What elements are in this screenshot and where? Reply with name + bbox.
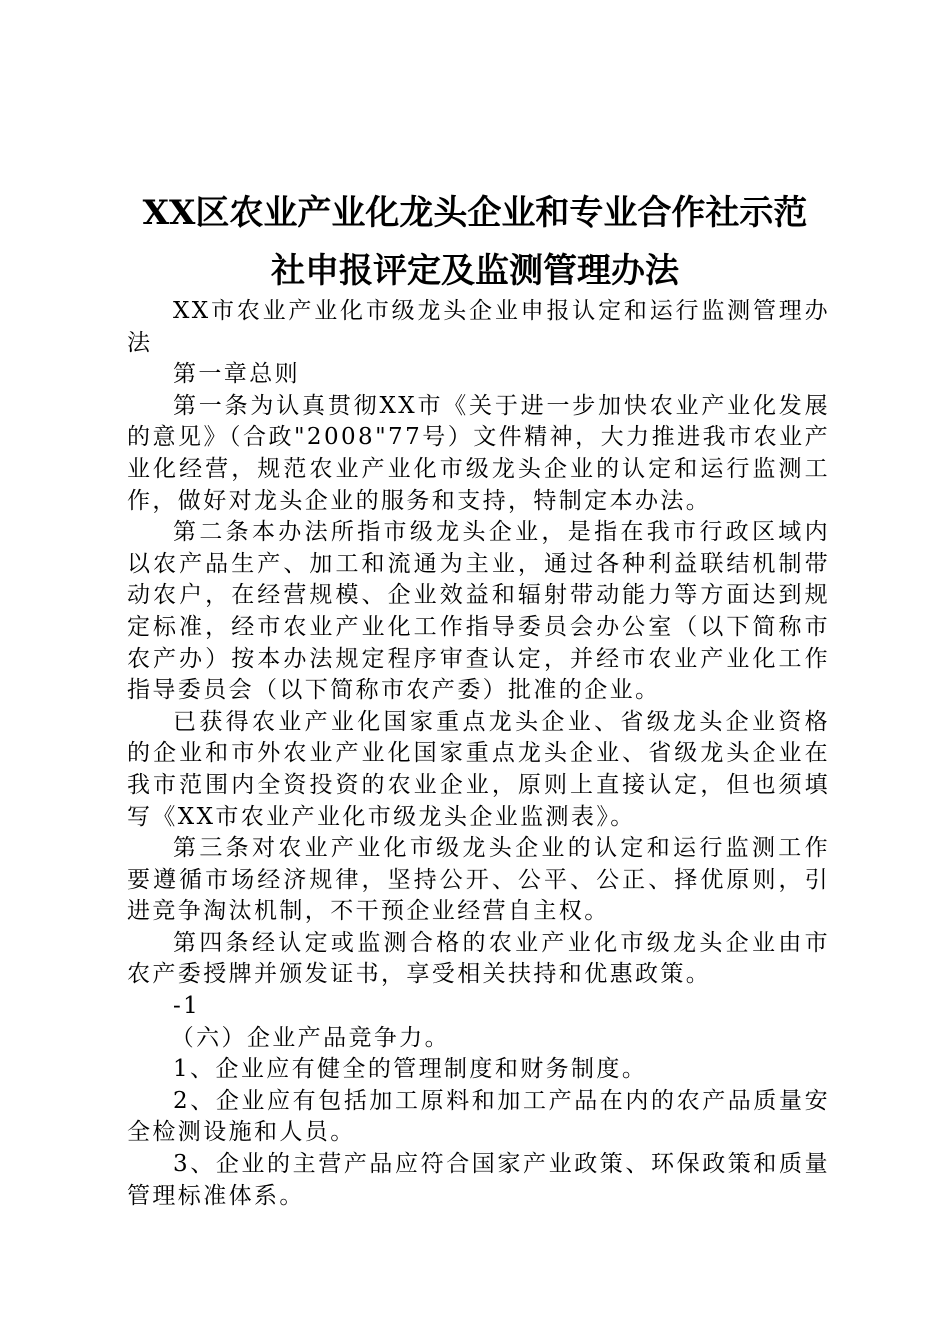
document-title-line-2: 社申报评定及监测管理办法 — [271, 251, 679, 291]
paragraph-article-4: 第四条经认定或监测合格的农业产业化市级龙头企业由市农产委授牌并颁发证书，享受相关扶持和优惠政策。 — [127, 929, 830, 988]
list-item-2: 2、企业应有包括加工原料和加工产品在内的农产品质量安全检测设施和人员。 — [127, 1087, 830, 1146]
paragraph-article-3: 第三条对农业产业化市级龙头企业的认定和运行监测工作要遵循市场经济规律，坚持公开、公平、公正、择优原则，引进竞争淘汰机制，不干预企业经营自主权。 — [127, 835, 830, 925]
paragraph-article-1: 第一条为认真贯彻XX市《关于进一步加快农业产业化发展的意见》（合政"2008"77号）文件精神，大力推进我市农业产业化经营，规范农业产业化市级龙头企业的认定和运行监测工作，做好对龙头企业的服务和支持，特制定本办法。 — [127, 392, 830, 514]
paragraph-subtitle: XX市农业产业化市级龙头企业申报认定和运行监测管理办法 — [127, 298, 830, 356]
list-item-1: 1、企业应有健全的管理制度和财务制度。 — [173, 1056, 648, 1083]
list-item-3: 3、企业的主营产品应符合国家产业政策、环保政策和质量管理标准体系。 — [127, 1151, 830, 1209]
paragraph-article-2: 第二条本办法所指市级龙头企业，是指在我市行政区域内以农产品生产、加工和流通为主业，通过各种利益联结机制带动农户，在经营规模、企业效益和辐射带动能力等方面达到规定标准，经市农业产业化工作指导委员会办公室（以下简称市农产办）按本办法规定程序审查认定，并经市农业产业化工作指导委员会（以下简称市农产委）批准的企业。 — [127, 519, 830, 704]
paragraph-section-6: （六）企业产品竞争力。 — [170, 1024, 451, 1051]
paragraph-chapter-heading: 第一章总则 — [173, 361, 300, 388]
document-title-line-1: XX区农业产业化龙头企业和专业合作社示范 — [142, 193, 808, 233]
document-body — [127, 296, 830, 1212]
page-number-marker: -1 — [173, 993, 201, 1020]
paragraph-article-2-supplement: 已获得农业产业化国家重点龙头企业、省级龙头企业资格的企业和市外农业产业化国家重点龙头企业、省级龙头企业在我市范围内全资投资的农业企业，原则上直接认定，但也须填写《XX市农业产业化市级龙头企业监测表》。 — [127, 708, 830, 830]
